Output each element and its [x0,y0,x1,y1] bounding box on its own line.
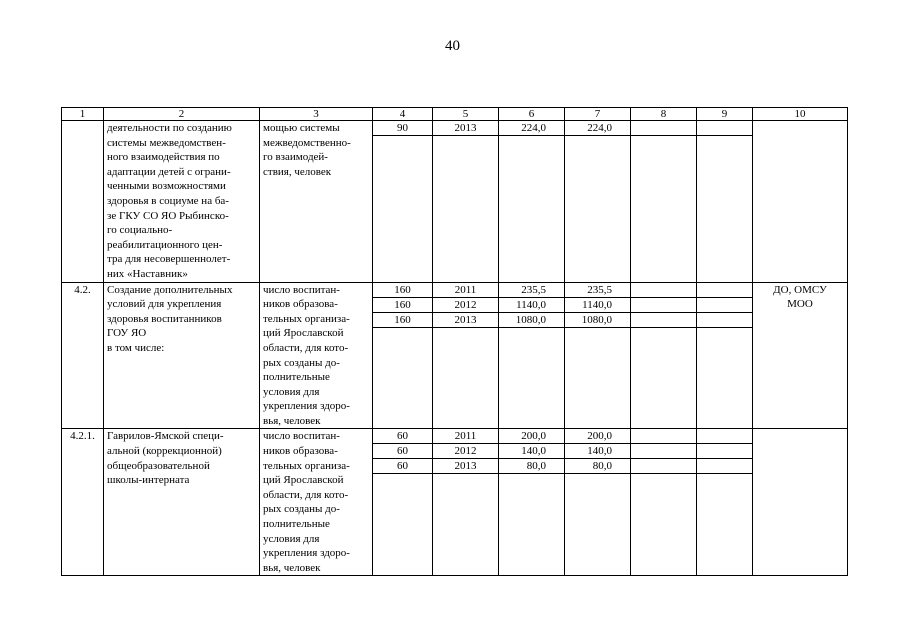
value-cell: 60 [373,444,432,459]
empty-column-9 [697,121,753,283]
value-column-7 [565,121,631,283]
value-column-6 [499,429,565,576]
value-subrow [565,312,630,327]
indicator-text: число воспитан- ников образова- тельных организа- ций Ярославской области, для кото- рых созданы до- полнительные условия для укрепления здоро- вья, человек [260,282,373,429]
empty-cell [631,459,696,474]
value-cell: 200,0 [499,429,564,444]
table-row [62,429,848,576]
value-subrow [499,297,564,312]
value-column-6 [499,282,565,429]
value-cell: 235,5 [565,283,630,298]
value-column-5 [433,121,499,283]
value-subrow [373,444,432,459]
header-cell: 1 [62,108,104,121]
value-subrow [631,429,696,444]
value-subrow [631,444,696,459]
header-cell: 2 [104,108,260,121]
empty-cell [631,283,696,298]
value-cell: 80,0 [499,459,564,474]
value-subrow [499,429,564,444]
value-subrow [373,312,432,327]
value-cell: 60 [373,459,432,474]
value-subrow [631,283,696,298]
responsible-executor [753,121,848,283]
value-cell: 200,0 [565,429,630,444]
value-subrow [631,297,696,312]
value-subrow [373,429,432,444]
value-cell: 224,0 [499,121,564,136]
value-column-7 [565,282,631,429]
empty-cell [697,312,752,327]
value-cell: 60 [373,429,432,444]
value-subrow [565,121,630,136]
empty-cell [697,297,752,312]
value-subrow [565,297,630,312]
empty-column-8 [631,121,697,283]
value-stack [373,283,432,328]
value-subrow [433,297,498,312]
empty-cell [697,459,752,474]
value-stack [433,121,498,136]
measure-name: Создание дополнительных условий для укрепления здоровья воспитанников ГОУ ЯО в том числе: [104,282,260,429]
value-stack [631,283,696,328]
measure-name: Гаврилов-Ямской специ- альной (коррекционной) общеобразовательной школы-интерната [104,429,260,576]
measure-name: деятельности по созданию системы межведомствен- ного взаимодействия по адаптации детей с ограни- ченными возможностями здоровья в социуме на ба- зе ГКУ СО ЯО Рыбинско- го социально- реабилитационного цен- тра для несовершеннолет- них «Наставник» [104,121,260,283]
value-cell: 90 [373,121,432,136]
row-number: 4.2. [62,282,104,429]
value-subrow [565,444,630,459]
header-cell: 8 [631,108,697,121]
value-subrow [499,283,564,298]
value-subrow [631,312,696,327]
empty-cell [697,283,752,298]
value-subrow [373,297,432,312]
empty-cell [697,429,752,444]
empty-column-8 [631,429,697,576]
data-table [61,107,848,576]
value-stack [697,121,752,136]
header-cell: 4 [373,108,433,121]
header-cell: 6 [499,108,565,121]
value-cell: 2013 [433,312,498,327]
value-cell: 80,0 [565,459,630,474]
row-number: 4.2.1. [62,429,104,576]
value-stack [565,283,630,328]
value-stack [433,283,498,328]
responsible-executor [753,429,848,576]
value-subrow [697,283,752,298]
value-subrow [499,444,564,459]
empty-column-9 [697,429,753,576]
value-subrow [697,121,752,136]
empty-cell [631,444,696,459]
value-cell: 160 [373,283,432,298]
empty-cell [631,297,696,312]
value-subrow [697,297,752,312]
empty-cell [631,312,696,327]
value-cell: 235,5 [499,283,564,298]
page-number: 40 [445,38,460,54]
value-subrow [433,312,498,327]
value-stack [697,429,752,474]
row-number [62,121,104,283]
value-column-4 [373,121,433,283]
header-cell: 3 [260,108,373,121]
value-stack [565,429,630,474]
value-column-5 [433,429,499,576]
value-subrow [499,121,564,136]
value-column-6 [499,121,565,283]
value-cell: 2011 [433,429,498,444]
empty-column-8 [631,282,697,429]
value-cell: 2013 [433,459,498,474]
value-stack [499,283,564,328]
value-cell: 2012 [433,444,498,459]
value-cell: 1140,0 [565,297,630,312]
value-subrow [499,312,564,327]
value-cell: 140,0 [565,444,630,459]
header-cell: 10 [753,108,848,121]
value-stack [373,121,432,136]
value-stack [631,121,696,136]
value-subrow [631,121,696,136]
value-stack [565,121,630,136]
value-column-5 [433,282,499,429]
value-subrow [697,459,752,474]
empty-cell [697,444,752,459]
value-subrow [373,121,432,136]
value-cell: 2013 [433,121,498,136]
value-stack [499,121,564,136]
indicator-text: число воспитан- ников образова- тельных организа- ций Ярославской области, для кото- рых созданы до- полнительные условия для укрепления здоро- вья, человек [260,429,373,576]
responsible-executor: ДО, ОМСУ МОО [753,282,848,429]
value-cell: 1080,0 [565,312,630,327]
value-subrow [565,283,630,298]
value-stack [499,429,564,474]
value-stack [697,283,752,328]
value-cell: 2011 [433,283,498,298]
value-subrow [373,283,432,298]
value-subrow [433,429,498,444]
indicator-text: мощью системы межведомственно- го взаимодей- ствия, человек [260,121,373,283]
value-cell: 1080,0 [499,312,564,327]
empty-cell [631,429,696,444]
value-cell: 2012 [433,297,498,312]
value-subrow [433,459,498,474]
table-row [62,282,848,429]
header-row [62,108,848,121]
value-subrow [697,312,752,327]
empty-cell [697,121,752,136]
value-subrow [565,459,630,474]
value-subrow [631,459,696,474]
value-subrow [433,121,498,136]
header-cell: 9 [697,108,753,121]
value-subrow [433,444,498,459]
value-cell: 160 [373,312,432,327]
value-subrow [565,429,630,444]
value-stack [373,429,432,474]
header-cell: 7 [565,108,631,121]
value-cell: 140,0 [499,444,564,459]
value-subrow [373,459,432,474]
value-stack [433,429,498,474]
empty-column-9 [697,282,753,429]
value-cell: 160 [373,297,432,312]
value-cell: 1140,0 [499,297,564,312]
header-cell: 5 [433,108,499,121]
value-cell: 224,0 [565,121,630,136]
value-column-4 [373,429,433,576]
empty-cell [631,121,696,136]
value-subrow [499,459,564,474]
table-row [62,121,848,283]
value-column-7 [565,429,631,576]
value-subrow [697,429,752,444]
value-stack [631,429,696,474]
value-subrow [433,283,498,298]
value-subrow [697,444,752,459]
value-column-4 [373,282,433,429]
